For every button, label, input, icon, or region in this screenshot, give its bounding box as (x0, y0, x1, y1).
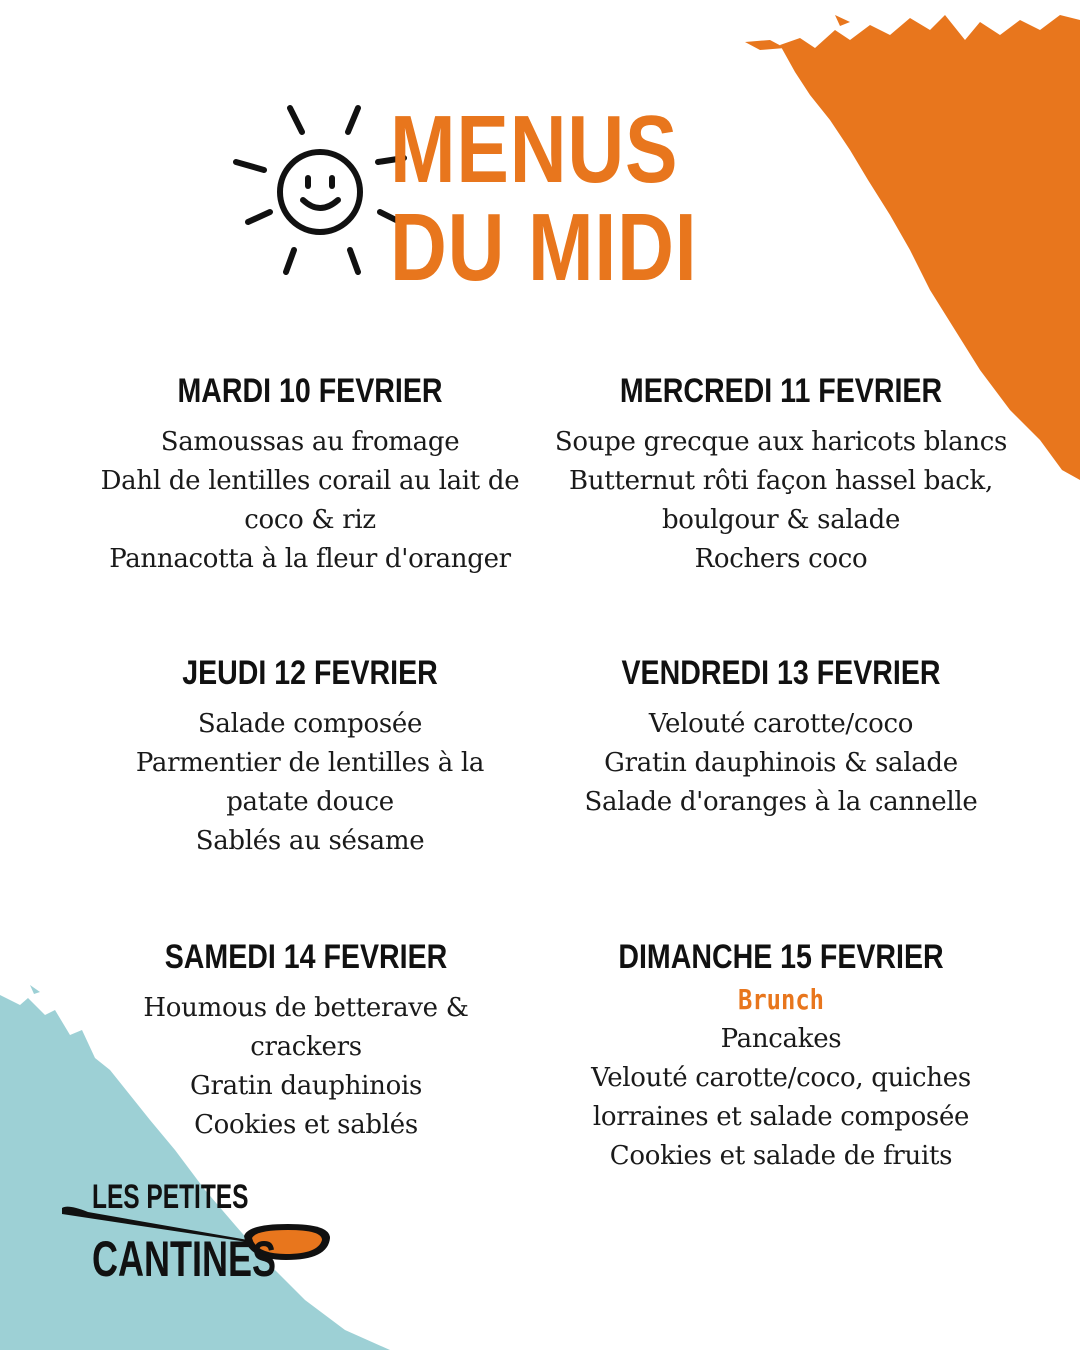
day-saturday (75, 938, 537, 1145)
menu-list (75, 423, 545, 579)
menu-item: Butternut rôti façon hassel back, (569, 466, 993, 496)
menu-item: Parmentier de lentilles à la (135, 748, 485, 778)
menu-list (546, 423, 1016, 579)
menu-item: Soupe grecque aux haricots blancs (554, 427, 1008, 457)
day-heading: DIMANCHE 15 FEVRIER (618, 938, 944, 976)
brand-logo (58, 1178, 338, 1288)
menu-list (546, 705, 1016, 822)
menu-item: boulgour & salade (661, 505, 901, 535)
day-heading: MARDI 10 FEVRIER (177, 372, 443, 410)
menu-item: Velouté carotte/coco, quiches (591, 1063, 971, 1093)
logo-text-line-2: CANTINES (92, 1231, 277, 1287)
menu-item: Gratin dauphinois & salade (604, 748, 958, 778)
menu-item: Salade composée (197, 709, 423, 739)
day-heading: SAMEDI 14 FEVRIER (164, 938, 448, 976)
title-line-1: MENUS (390, 96, 679, 203)
menu-item: crackers (250, 1032, 362, 1062)
menu-list (546, 1020, 1016, 1176)
menu-item: patate douce (226, 787, 394, 817)
menu-item: Velouté carotte/coco (648, 709, 914, 739)
menu-item: Sablés au sésame (195, 826, 425, 856)
day-heading: VENDREDI 13 FEVRIER (621, 654, 941, 692)
day-sunday (546, 938, 1016, 1176)
menu-item: Salade d'oranges à la cannelle (584, 787, 978, 817)
logo-text-line-1: LES PETITES (92, 1178, 249, 1216)
menu-item: Rochers coco (694, 544, 868, 574)
menu-item: Cookies et salade de fruits (609, 1141, 953, 1171)
day-subheading-brunch: Brunch (738, 983, 824, 1016)
day-tuesday (75, 372, 545, 579)
title-line-2: DU MIDI (390, 194, 698, 301)
day-heading: JEUDI 12 FEVRIER (182, 654, 438, 692)
day-wednesday (546, 372, 1016, 579)
menu-item: Pancakes (720, 1024, 842, 1054)
menu-item: Houmous de betterave & (143, 993, 469, 1023)
menu-item: Dahl de lentilles corail au lait de (100, 466, 520, 496)
menu-item: coco & riz (244, 505, 376, 535)
menu-item: lorraines et salade composée (592, 1102, 970, 1132)
menu-list (75, 989, 537, 1145)
day-thursday (75, 654, 545, 861)
menu-item: Pannacotta à la fleur d'oranger (109, 544, 511, 574)
menu-list (75, 705, 545, 861)
menu-item: Samoussas au fromage (160, 427, 460, 457)
day-heading: MERCREDI 11 FEVRIER (619, 372, 943, 410)
day-friday (546, 654, 1016, 822)
menu-item: Cookies et sablés (194, 1110, 418, 1140)
menu-item: Gratin dauphinois (189, 1071, 423, 1101)
